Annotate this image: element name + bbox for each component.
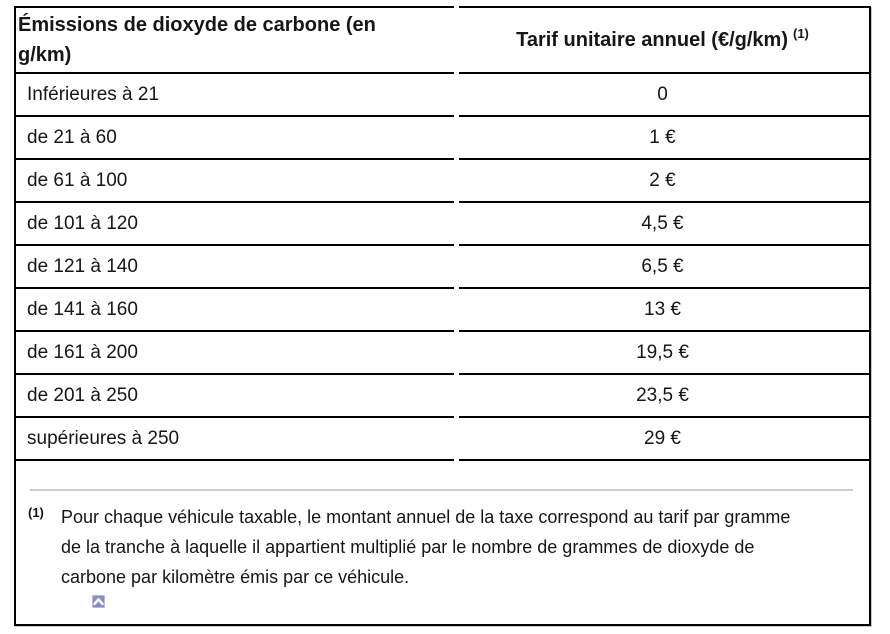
- footnote-separator: [30, 489, 853, 491]
- tarif-cell: 2 €: [456, 159, 870, 202]
- emissions-cell: supérieures à 250: [15, 417, 456, 460]
- table-row: [15, 202, 870, 245]
- col-header-tarif: [456, 7, 870, 73]
- emissions-cell: Inférieures à 21: [15, 73, 456, 116]
- tarif-cell: 6,5 €: [456, 245, 870, 288]
- tarif-cell: 13 €: [456, 288, 870, 331]
- col-header-emissions: [15, 7, 456, 73]
- emissions-tarif-table: [14, 6, 871, 626]
- footnote-marker: (1): [28, 505, 44, 520]
- footnote-cell: [15, 460, 870, 625]
- col-header-emissions-label: Émissions de dioxyde de carbone (en g/km): [18, 14, 376, 66]
- table-row: [15, 417, 870, 460]
- emissions-cell: de 101 à 120: [15, 202, 456, 245]
- footnote-body: [61, 502, 857, 614]
- table-row: [15, 159, 870, 202]
- col-header-tarif-label: Tarif unitaire annuel (€/g/km): [516, 29, 788, 51]
- footnote-row: [15, 460, 870, 625]
- emissions-cell: de 121 à 140: [15, 245, 456, 288]
- table-row: [15, 116, 870, 159]
- table-row: [15, 331, 870, 374]
- footnote-reference: (1): [793, 26, 809, 42]
- emissions-tarif-table-wrap: [14, 6, 869, 626]
- table-row: [15, 73, 870, 116]
- tarif-cell: 29 €: [456, 417, 870, 460]
- emissions-cell: de 141 à 160: [15, 288, 456, 331]
- footnote-text: Pour chaque véhicule taxable, le montant annuel de la taxe correspond au tarif par gramme de la tranche à laquelle il appartient multiplié par le nombre de grammes de dioxyde de carbone par kilomètre émis par ce véhicule.: [61, 507, 791, 587]
- tarif-cell: 23,5 €: [456, 374, 870, 417]
- emissions-cell: de 61 à 100: [15, 159, 456, 202]
- tarif-cell: 4,5 €: [456, 202, 870, 245]
- table-header-row: [15, 7, 870, 73]
- table-row: [15, 245, 870, 288]
- scroll-top-icon[interactable]: [92, 595, 105, 608]
- tarif-cell: 0: [456, 73, 870, 116]
- table-row: [15, 374, 870, 417]
- emissions-cell: de 201 à 250: [15, 374, 456, 417]
- table-row: [15, 288, 870, 331]
- tarif-cell: 1 €: [456, 116, 870, 159]
- footnote: [28, 502, 857, 614]
- emissions-cell: de 21 à 60: [15, 116, 456, 159]
- emissions-cell: de 161 à 200: [15, 331, 456, 374]
- tarif-cell: 19,5 €: [456, 331, 870, 374]
